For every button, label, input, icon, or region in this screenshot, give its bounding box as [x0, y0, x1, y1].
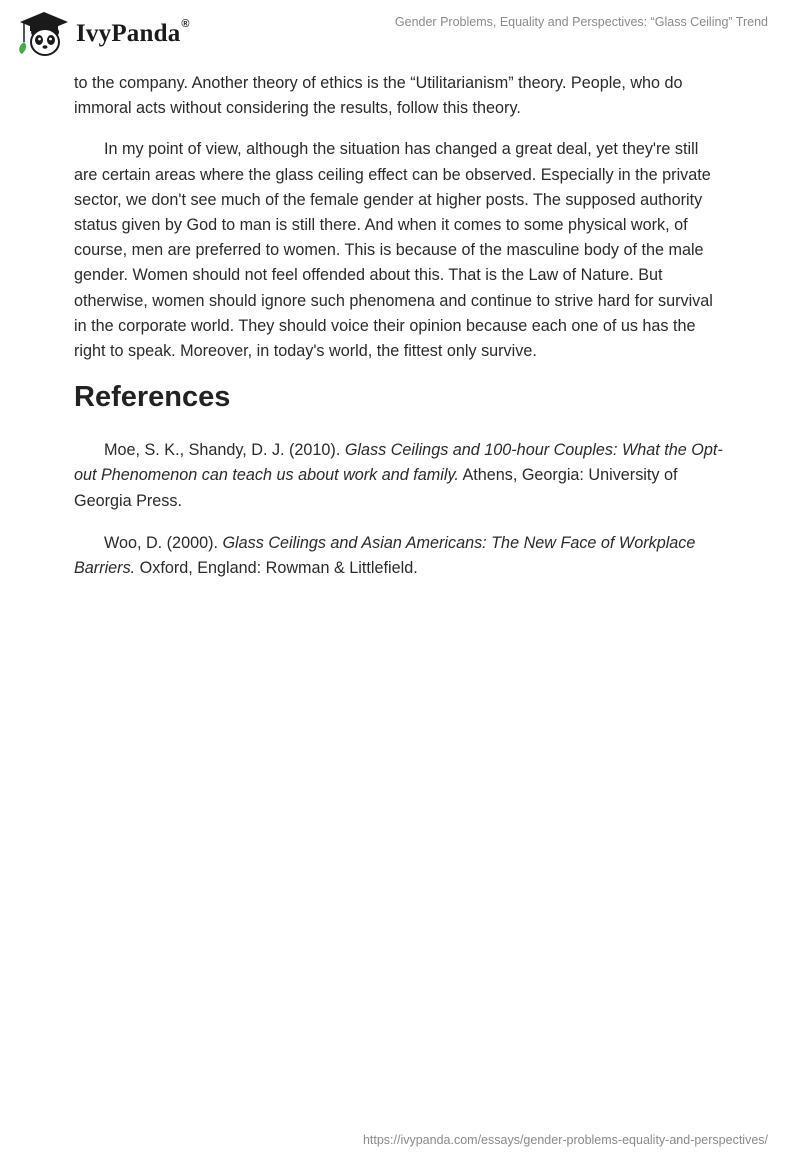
reference-item	[74, 531, 724, 581]
reference-title: Glass Ceilings and Asian Americans: The New Face of Workplace Barriers.	[74, 533, 696, 578]
ivypanda-logo[interactable]	[14, 8, 190, 58]
reference-authors: Woo, D. (2000).	[104, 533, 223, 552]
panda-graduate-icon	[14, 8, 70, 58]
reference-publisher: Oxford, England: Rowman & Littlefield.	[135, 559, 418, 578]
essay-body	[74, 71, 724, 598]
reference-title: Glass Ceilings and 100-hour Couples: What the Opt-out Phenomenon can teach us about work and family.	[74, 441, 723, 485]
paragraph-opinion: In my point of view, although the situation has changed a great deal, yet they're still are certain areas where the glass ceiling effect can be observed. Especially in the private sector, we don't see much of the female gender at higher posts. The supposed authority status given by God to man is still there. And when it comes to some physical work, of course, men are preferred to women. This is because of the masculine body of the male gender. Women should not feel offended about this. That is the Law of Nature. But otherwise, women should ignore such phenomena and continue to strive hard for survival in the corporate world. They should voice their opinion because each one of us has the right to speak. Moreover, in today's world, the fittest only survive.	[74, 140, 713, 361]
page-header	[0, 0, 800, 66]
paragraph-continued: to the company. Another theory of ethics is the “Utilitarianism” theory. People, who do immoral acts without considering the results, follow this theory.	[74, 74, 683, 118]
references-heading: References	[74, 381, 231, 414]
source-url-link[interactable]: https://ivypanda.com/essays/gender-problems-equality-and-perspectives/	[362, 1133, 768, 1147]
document-title: Gender Problems, Equality and Perspectives: “Glass Ceiling” Trend	[394, 15, 768, 29]
reference-item	[74, 438, 724, 514]
reference-publisher: Athens, Georgia: University of Georgia Press.	[74, 466, 678, 510]
logo-wordmark: IvyPanda®	[76, 18, 190, 47]
reference-authors: Moe, S. K., Shandy, D. J. (2010).	[104, 441, 345, 460]
